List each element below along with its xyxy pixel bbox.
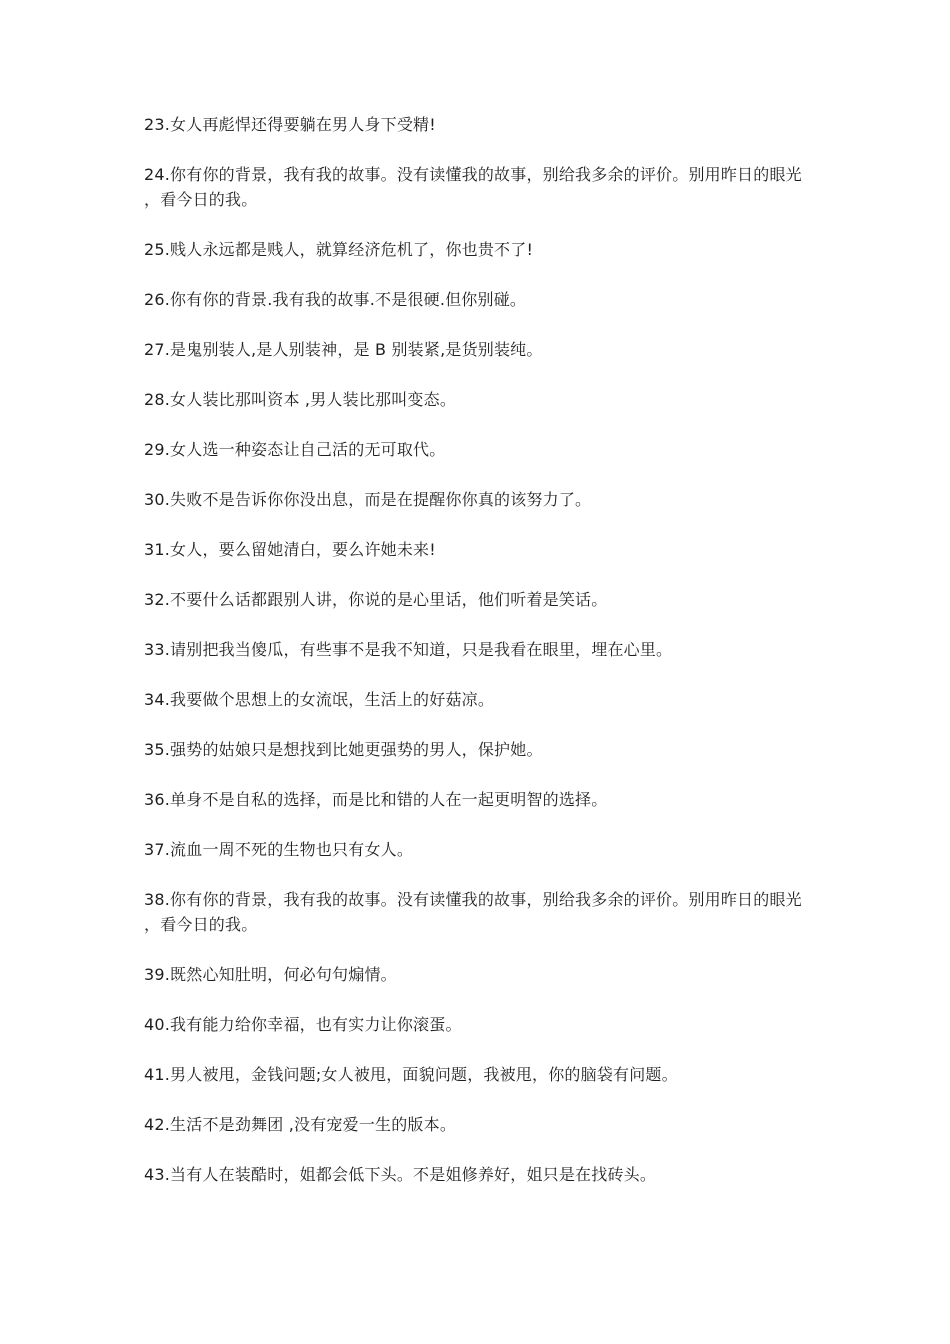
quote-item: 25.贱人永远都是贱人，就算经济危机了，你也贵不了!	[144, 240, 534, 259]
quote-item: 36.单身不是自私的选择，而是比和错的人在一起更明智的选择。	[144, 790, 608, 809]
quote-item: 23.女人再彪悍还得要躺在男人身下受精!	[144, 115, 436, 134]
quote-item: 41.男人被甩，金钱问题;女人被甩，面貌问题，我被甩，你的脑袋有问题。	[144, 1065, 678, 1084]
quote-item: 30.失败不是告诉你你没出息，而是在提醒你你真的该努力了。	[144, 490, 592, 509]
quote-item: 28.女人装比那叫资本 ,男人装比那叫变态。	[144, 390, 457, 409]
quote-item: 40.我有能力给你幸福，也有实力让你滚蛋。	[144, 1015, 462, 1034]
quote-item: 37.流血一周不死的生物也只有女人。	[144, 840, 414, 859]
quote-item: 32.不要什么话都跟别人讲，你说的是心里话，他们听着是笑话。	[144, 590, 608, 609]
quote-item: 31.女人，要么留她清白，要么许她未来!	[144, 540, 436, 559]
quote-item: 26.你有你的背景.我有我的故事.不是很硬.但你别碰。	[144, 290, 527, 309]
quote-item: 42.生活不是劲舞团 ,没有宠爱一生的版本。	[144, 1115, 457, 1134]
quote-item: 39.既然心知肚明，何必句句煽情。	[144, 965, 397, 984]
quote-item: 43.当有人在装酷时，姐都会低下头。不是姐修养好，姐只是在找砖头。	[144, 1165, 657, 1184]
quote-item: 35.强势的姑娘只是想找到比她更强势的男人，保护她。	[144, 740, 543, 759]
quote-item: 27.是鬼别装人,是人别装神，是 B 别装紧,是货别装纯。	[144, 340, 543, 359]
quote-item: 33.请别把我当傻瓜，有些事不是我不知道，只是我看在眼里，埋在心里。	[144, 640, 673, 659]
quote-item: 24.你有你的背景，我有我的故事。没有读懂我的故事，别给我多余的评价。别用昨日的眼光 ，看今日的我。	[144, 165, 802, 209]
quote-item: 29.女人选一种姿态让自己活的无可取代。	[144, 440, 446, 459]
quote-item: 34.我要做个思想上的女流氓，生活上的好菇凉。	[144, 690, 495, 709]
quote-item: 38.你有你的背景，我有我的故事。没有读懂我的故事，别给我多余的评价。别用昨日的眼光 ，看今日的我。	[144, 890, 802, 934]
quote-list	[144, 112, 814, 1212]
